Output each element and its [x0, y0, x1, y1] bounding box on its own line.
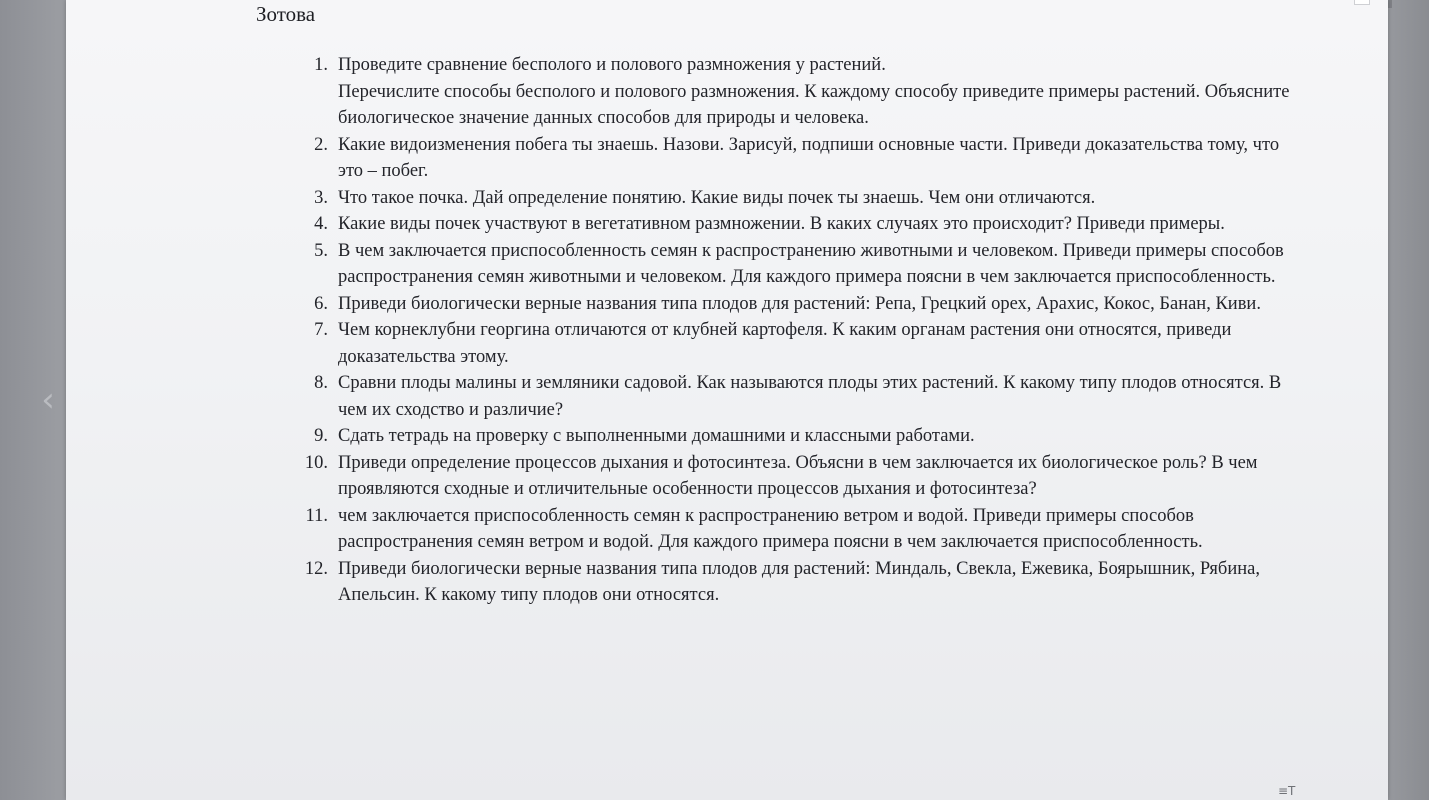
- task-number: 10.: [304, 452, 328, 473]
- footer-mark: ≡T: [1278, 784, 1296, 798]
- task-text: Какие виды почек участвуют в вегетативном размножении. В каких случаях это происходит? Приведи примеры.: [338, 214, 1225, 234]
- previous-page-arrow-icon[interactable]: ‹: [41, 380, 55, 420]
- task-text: Сравни плоды малины и земляники садовой. Как называются плоды этих растений. К какому типу плодов относятся. В чем их сходство и различие?: [338, 373, 1282, 420]
- task-item-10: [290, 450, 1290, 503]
- task-text: Что такое почка. Дай определение понятию. Какие виды почек ты знаешь. Чем они отличаются.: [338, 187, 1096, 208]
- task-number: 7.: [314, 320, 328, 340]
- task-number: 6.: [314, 293, 328, 314]
- page-corner-icon: [1354, 0, 1370, 5]
- document-title: Зотова: [256, 2, 316, 26]
- task-number: 9.: [314, 426, 328, 446]
- task-item-9: [290, 423, 1290, 450]
- task-text: Приведи биологически верные названия типа плодов для растений: Репа, Грецкий орех, Арахис, Кокос, Банан, Киви.: [338, 293, 1261, 314]
- task-text: Проведите сравнение бесполого и полового размножения у растений.: [338, 55, 886, 75]
- task-item-6: [290, 291, 1290, 318]
- task-number: 8.: [314, 373, 328, 393]
- task-item-12: [290, 556, 1290, 609]
- task-number: 11.: [305, 505, 328, 526]
- task-number: 1.: [314, 55, 328, 75]
- task-item-7: [290, 317, 1290, 370]
- task-text-continuation: Перечислите способы бесполого и полового размножения. К каждому способу приведите примеры растений. Объясните биологическое значение данных способов для природы и человека.: [338, 81, 1290, 128]
- task-item-2: [290, 132, 1290, 185]
- task-item-3: [290, 185, 1290, 212]
- task-text: В чем заключается приспособленность семян к распространению животными и человеком. Приведи примеры способов распространения семян животными и человеком. Для каждого примера поясни в чем заключается приспособленность.: [338, 240, 1284, 287]
- task-text: Чем корнеклубни георгина отличаются от клубней картофеля. К каким органам растения они относятся, приведи доказательства этому.: [338, 320, 1232, 367]
- task-item-11: [290, 503, 1290, 556]
- task-text: Приведи биологически верные названия типа плодов для растений: Миндаль, Свекла, Ежевика, Боярышник, Рябина, Апельсин. К какому типу плодов они относятся.: [338, 558, 1260, 605]
- task-number: 2.: [314, 134, 328, 155]
- task-text: Какие видоизменения побега ты знаешь. Назови. Зарисуй, подпиши основные части. Приведи доказательства тому, что это – побег.: [338, 134, 1280, 181]
- task-text: Сдать тетрадь на проверку с выполненными домашними и классными работами.: [338, 426, 975, 446]
- task-number: 3.: [314, 187, 328, 208]
- task-item-1: [290, 52, 1290, 132]
- task-number: 5.: [314, 240, 328, 261]
- task-list: [290, 52, 1290, 609]
- task-number: 4.: [314, 214, 328, 234]
- task-text: Приведи определение процессов дыхания и фотосинтеза. Объясни в чем заключается их биологическое роль? В чем проявляются сходные и отличительные особенности процессов дыхания и фотосинтеза?: [338, 452, 1258, 499]
- task-item-5: [290, 238, 1290, 291]
- task-item-8: [290, 370, 1290, 423]
- task-item-4: [290, 211, 1290, 238]
- task-text: чем заключается приспособленность семян к распространению ветром и водой. Приведи примеры способов распространения семян ветром и водой. Для каждого примера поясни в чем заключается приспособленность.: [338, 505, 1203, 552]
- task-number: 12.: [304, 558, 328, 579]
